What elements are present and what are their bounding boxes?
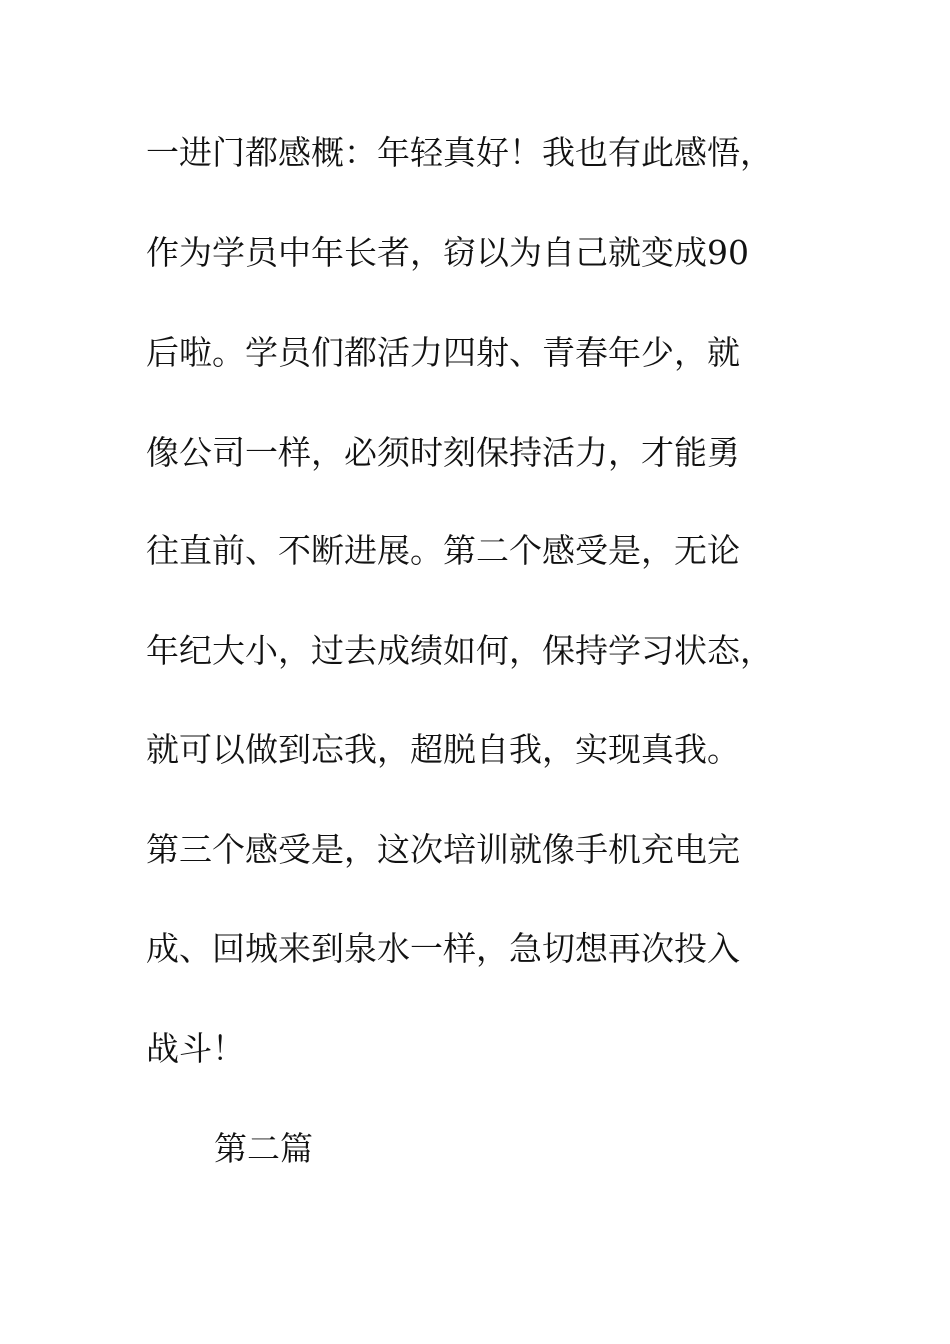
- paragraph-line: 成、回城来到泉水一样，急切想再次投入: [146, 929, 740, 968]
- paragraph-line: 第三个感受是，这次培训就像手机充电完: [146, 830, 740, 869]
- paragraph-line: 往直前、不断进展。第二个感受是，无论: [146, 531, 740, 570]
- paragraph-line: 战斗！: [146, 1029, 245, 1068]
- paragraph-line: 一进门都感概：年轻真好！我也有此感悟，: [146, 133, 773, 172]
- paragraph-line: 作为学员中年长者，窃以为自己就变成90: [146, 233, 749, 272]
- paragraph-line: 就可以做到忘我，超脱自我，实现真我。: [146, 730, 740, 769]
- paragraph-line: 后啦。学员们都活力四射、青春年少，就: [146, 333, 740, 372]
- paragraph-line: 像公司一样，必须时刻保持活力，才能勇: [146, 433, 740, 472]
- section-heading: 第二篇: [214, 1129, 313, 1168]
- paragraph-line: 年纪大小，过去成绩如何，保持学习状态，: [146, 631, 773, 670]
